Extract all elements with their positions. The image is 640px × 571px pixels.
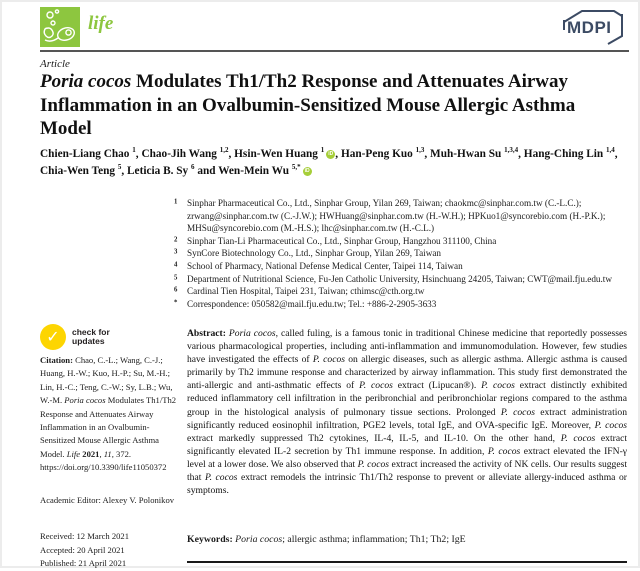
author-affiliation-superscript: 1,3: [415, 146, 425, 155]
badge-label: [72, 328, 110, 347]
affiliation-marker: *: [174, 299, 178, 307]
author-affiliation-superscript: 5,*: [291, 162, 301, 171]
text-segment: extract significantly elevated IL-2 secretion by Th1 immune response. In addition,: [187, 432, 627, 457]
author-name: Chia-Wen Teng: [40, 164, 116, 177]
text-segment: Modulates Th1/Th2 Response and Attenuates Airway Inflammation in an Ovalbumin-Sensitized Mouse Allergic Asthma Model: [40, 71, 576, 139]
affiliation-row: [174, 273, 627, 286]
affiliation-text: School of Pharmacy, National Defense Medical Center, Taipei 114, Taiwan: [187, 260, 463, 271]
header-divider: [40, 50, 629, 52]
author-name: Hang-Ching Lin: [523, 148, 604, 160]
author-separator: ,: [424, 148, 431, 160]
life-logo-icon: [40, 7, 80, 47]
affiliation-row: [174, 247, 627, 260]
affiliation-text: Sinphar Tian-Li Pharmaceutical Co., Ltd., Sinphar Group, Hangzhou 311100, China: [187, 235, 497, 246]
affiliation-marker: 4: [174, 261, 178, 269]
academic-editor: Academic Editor: Alexey V. Polonikov: [40, 495, 175, 505]
text-segment: P. cocos: [357, 458, 389, 470]
text-segment: , called fuling, is a famous tonic in traditional Chinese medicine that reportedly possesses various pharmacological properties, including anti-inflammation and immunomodulation. However, few studies have investigated the effects of: [187, 328, 627, 366]
author-name: Han-Peng Kuo: [340, 148, 413, 160]
text-segment: ,: [99, 448, 104, 459]
text-segment: P. cocos: [312, 354, 345, 366]
author-separator: ,: [121, 164, 128, 177]
text-segment: extract elevated the IFN-γ level at a lower dose. We also observed that: [187, 445, 627, 470]
keywords-divider: [187, 561, 627, 563]
affiliation-row: [174, 197, 627, 235]
text-segment: extract (Lipucan®).: [392, 380, 482, 392]
author-name: Muh-Hwan Su: [430, 148, 502, 160]
affiliation-text: SynCore Biotechnology Co., Ltd., Sinphar Group, Yilan 269, Taiwan: [187, 248, 442, 259]
journal-name: life: [88, 13, 114, 34]
text-segment: Chao, C.-L.; Wang, C.-J.; Huang, H.-W.; Kuo, H.-P.; Su, M.-H.; Lin, H.-C.; Teng, C.-W.; Sy, L.B.; Wu, W.-M.: [40, 355, 173, 406]
check-icon: ✓: [40, 324, 66, 350]
text-segment: extract markedly suppressed Th2 cytokines, IL-4, IL-5, and IL-10. On the other hand,: [187, 432, 561, 444]
text-segment: Modulates Th1/Th2 Response and Attenuates Airway Inflammation in an Ovalbumin-Sensitized Mouse Allergic Asthma Model.: [40, 395, 177, 459]
affiliation-row: [174, 298, 627, 311]
affiliation-marker: 1: [174, 198, 178, 206]
keywords-line: [187, 534, 627, 545]
badge-label-line2: updates: [72, 336, 105, 346]
text-segment: Poria cocos: [228, 328, 276, 339]
badge-label-line1: check for: [72, 326, 110, 337]
affiliation-marker: 3: [174, 248, 178, 256]
text-segment: Poria cocos: [40, 71, 132, 92]
author-affiliation-superscript: 1: [132, 146, 136, 155]
author-separator: ,: [614, 148, 618, 160]
author-separator: ,: [135, 148, 142, 160]
author-affiliation-superscript: 5: [117, 162, 122, 171]
text-segment: Keywords:: [187, 534, 236, 545]
authors-line: [40, 146, 624, 179]
citation-block: [40, 354, 178, 475]
orcid-icon[interactable]: iD: [328, 151, 334, 157]
author-name: Wen-Mein Wu: [218, 164, 290, 177]
author-separator: ,: [518, 148, 524, 160]
text-segment: on allergic diseases, such as allergic asthma. Allergic asthma is caused primarily by Th2 immune response and characterized by airway inflammation. This study first demonstrated the anti-allergic and anti-asthmatic effects of: [187, 354, 628, 392]
article-type-label: Article: [40, 58, 70, 70]
author-affiliation-superscript: 1,3,4: [504, 146, 519, 155]
affiliation-text: Department of Nutritional Science, Fu-Jen Catholic University, Hsinchuang 24205, Taiwan; CWT@mail.fju.edu.tw: [187, 273, 612, 284]
affiliation-text: Cardinal Tien Hospital, Taipei 231, Taiwan; cthimsc@cth.org.tw: [187, 286, 425, 297]
check-for-updates-badge[interactable]: [40, 324, 110, 350]
text-segment: P. cocos: [487, 445, 521, 457]
author-affiliation-superscript: 1,4: [606, 146, 615, 155]
affiliation-row: [174, 235, 627, 248]
text-segment: P. cocos: [500, 406, 535, 418]
affiliation-marker: 5: [174, 274, 178, 282]
published-date: Published: 21 April 2021: [40, 558, 127, 568]
mdpi-logo-icon: [558, 6, 628, 46]
abstract-paragraph: [187, 327, 627, 497]
affiliation-marker: 2: [174, 236, 178, 244]
text-segment: 11: [103, 448, 112, 459]
author-affiliation-superscript: 1,2: [219, 146, 229, 155]
life-journal-logo: [40, 7, 80, 47]
text-segment: extract remodels the intrinsic Th1/Th2 response to prevent or alleviate allergy-induced asthma or symptoms.: [187, 472, 627, 497]
text-segment: P. cocos: [560, 432, 596, 444]
author-affiliation-superscript: 1: [320, 146, 325, 155]
text-segment: , 372. https://doi.org/10.3390/life11050372: [40, 448, 167, 473]
affiliation-text: Sinphar Pharmaceutical Co., Ltd., Sinphar Group, Yilan 269, Taiwan; chaokmc@sinphar.com.tw (C.-L.C.); zrwang@sinphar.com.tw (C.-J.W.); HWHuang@sinphar.com.tw (H.-W.H.); HPKuo1@syncorebio.com (H.-P.K.); MHSu@syncorebio.com (M.-H.S.); lhc@sinphar.com.tw (H.-C.L.): [187, 198, 606, 234]
text-segment: Citation:: [40, 355, 76, 365]
mdpi-wordmark: MDPI: [567, 18, 612, 37]
article-title: [40, 70, 618, 141]
text-segment: Life: [66, 448, 83, 459]
affiliations-list: [174, 197, 627, 310]
author-name: Chao-Jih Wang: [141, 148, 217, 160]
text-segment: Abstract:: [187, 328, 229, 339]
mdpi-logo: [558, 6, 628, 46]
orcid-icon[interactable]: iD: [304, 167, 310, 174]
text-segment: ; allergic asthma; inflammation; Th1; Th2; IgE: [282, 534, 466, 545]
affiliation-text: Correspondence: 050582@mail.fju.edu.tw; Tel.: +886-2-2905-3633: [187, 298, 437, 309]
text-segment: P. cocos: [594, 419, 627, 431]
author-name: Chien-Liang Chao: [40, 148, 130, 160]
text-segment: 2021: [82, 448, 100, 459]
history-dates: [40, 530, 180, 571]
author-separator: and: [194, 164, 219, 177]
text-segment: P. cocos: [204, 472, 238, 484]
text-segment: extract administration significantly reduced eosinophil infiltration, PGE2 levels, total IgE, and OVA-specific IgE. Moreover,: [187, 406, 627, 431]
text-segment: Poria cocos: [235, 534, 283, 545]
text-segment: P. cocos: [359, 380, 393, 392]
affiliation-marker: 6: [174, 286, 178, 294]
author-separator: ,: [335, 148, 341, 160]
author-separator: ,: [228, 148, 235, 160]
text-segment: extract distinctly exhibited reduced inflammatory cell infiltration in the peribronchial and peribronchiolar regions compared to the asthma group in the histological analysis of pulmonary tissue sections. Prolonged: [187, 380, 628, 418]
affiliation-row: [174, 285, 627, 298]
affiliation-row: [174, 260, 627, 273]
received-date: Received: 12 March 2021: [40, 531, 130, 541]
text-segment: Poria cocos: [64, 395, 106, 406]
text-segment: P. cocos: [481, 380, 515, 392]
author-name: Leticia B. Sy: [127, 164, 189, 177]
text-segment: extract increased the activity of NK cells. Our results suggest that: [187, 458, 627, 484]
author-affiliation-superscript: 6: [191, 162, 195, 171]
author-name: Hsin-Wen Huang: [234, 148, 318, 160]
accepted-date: Accepted: 20 April 2021: [40, 544, 125, 555]
